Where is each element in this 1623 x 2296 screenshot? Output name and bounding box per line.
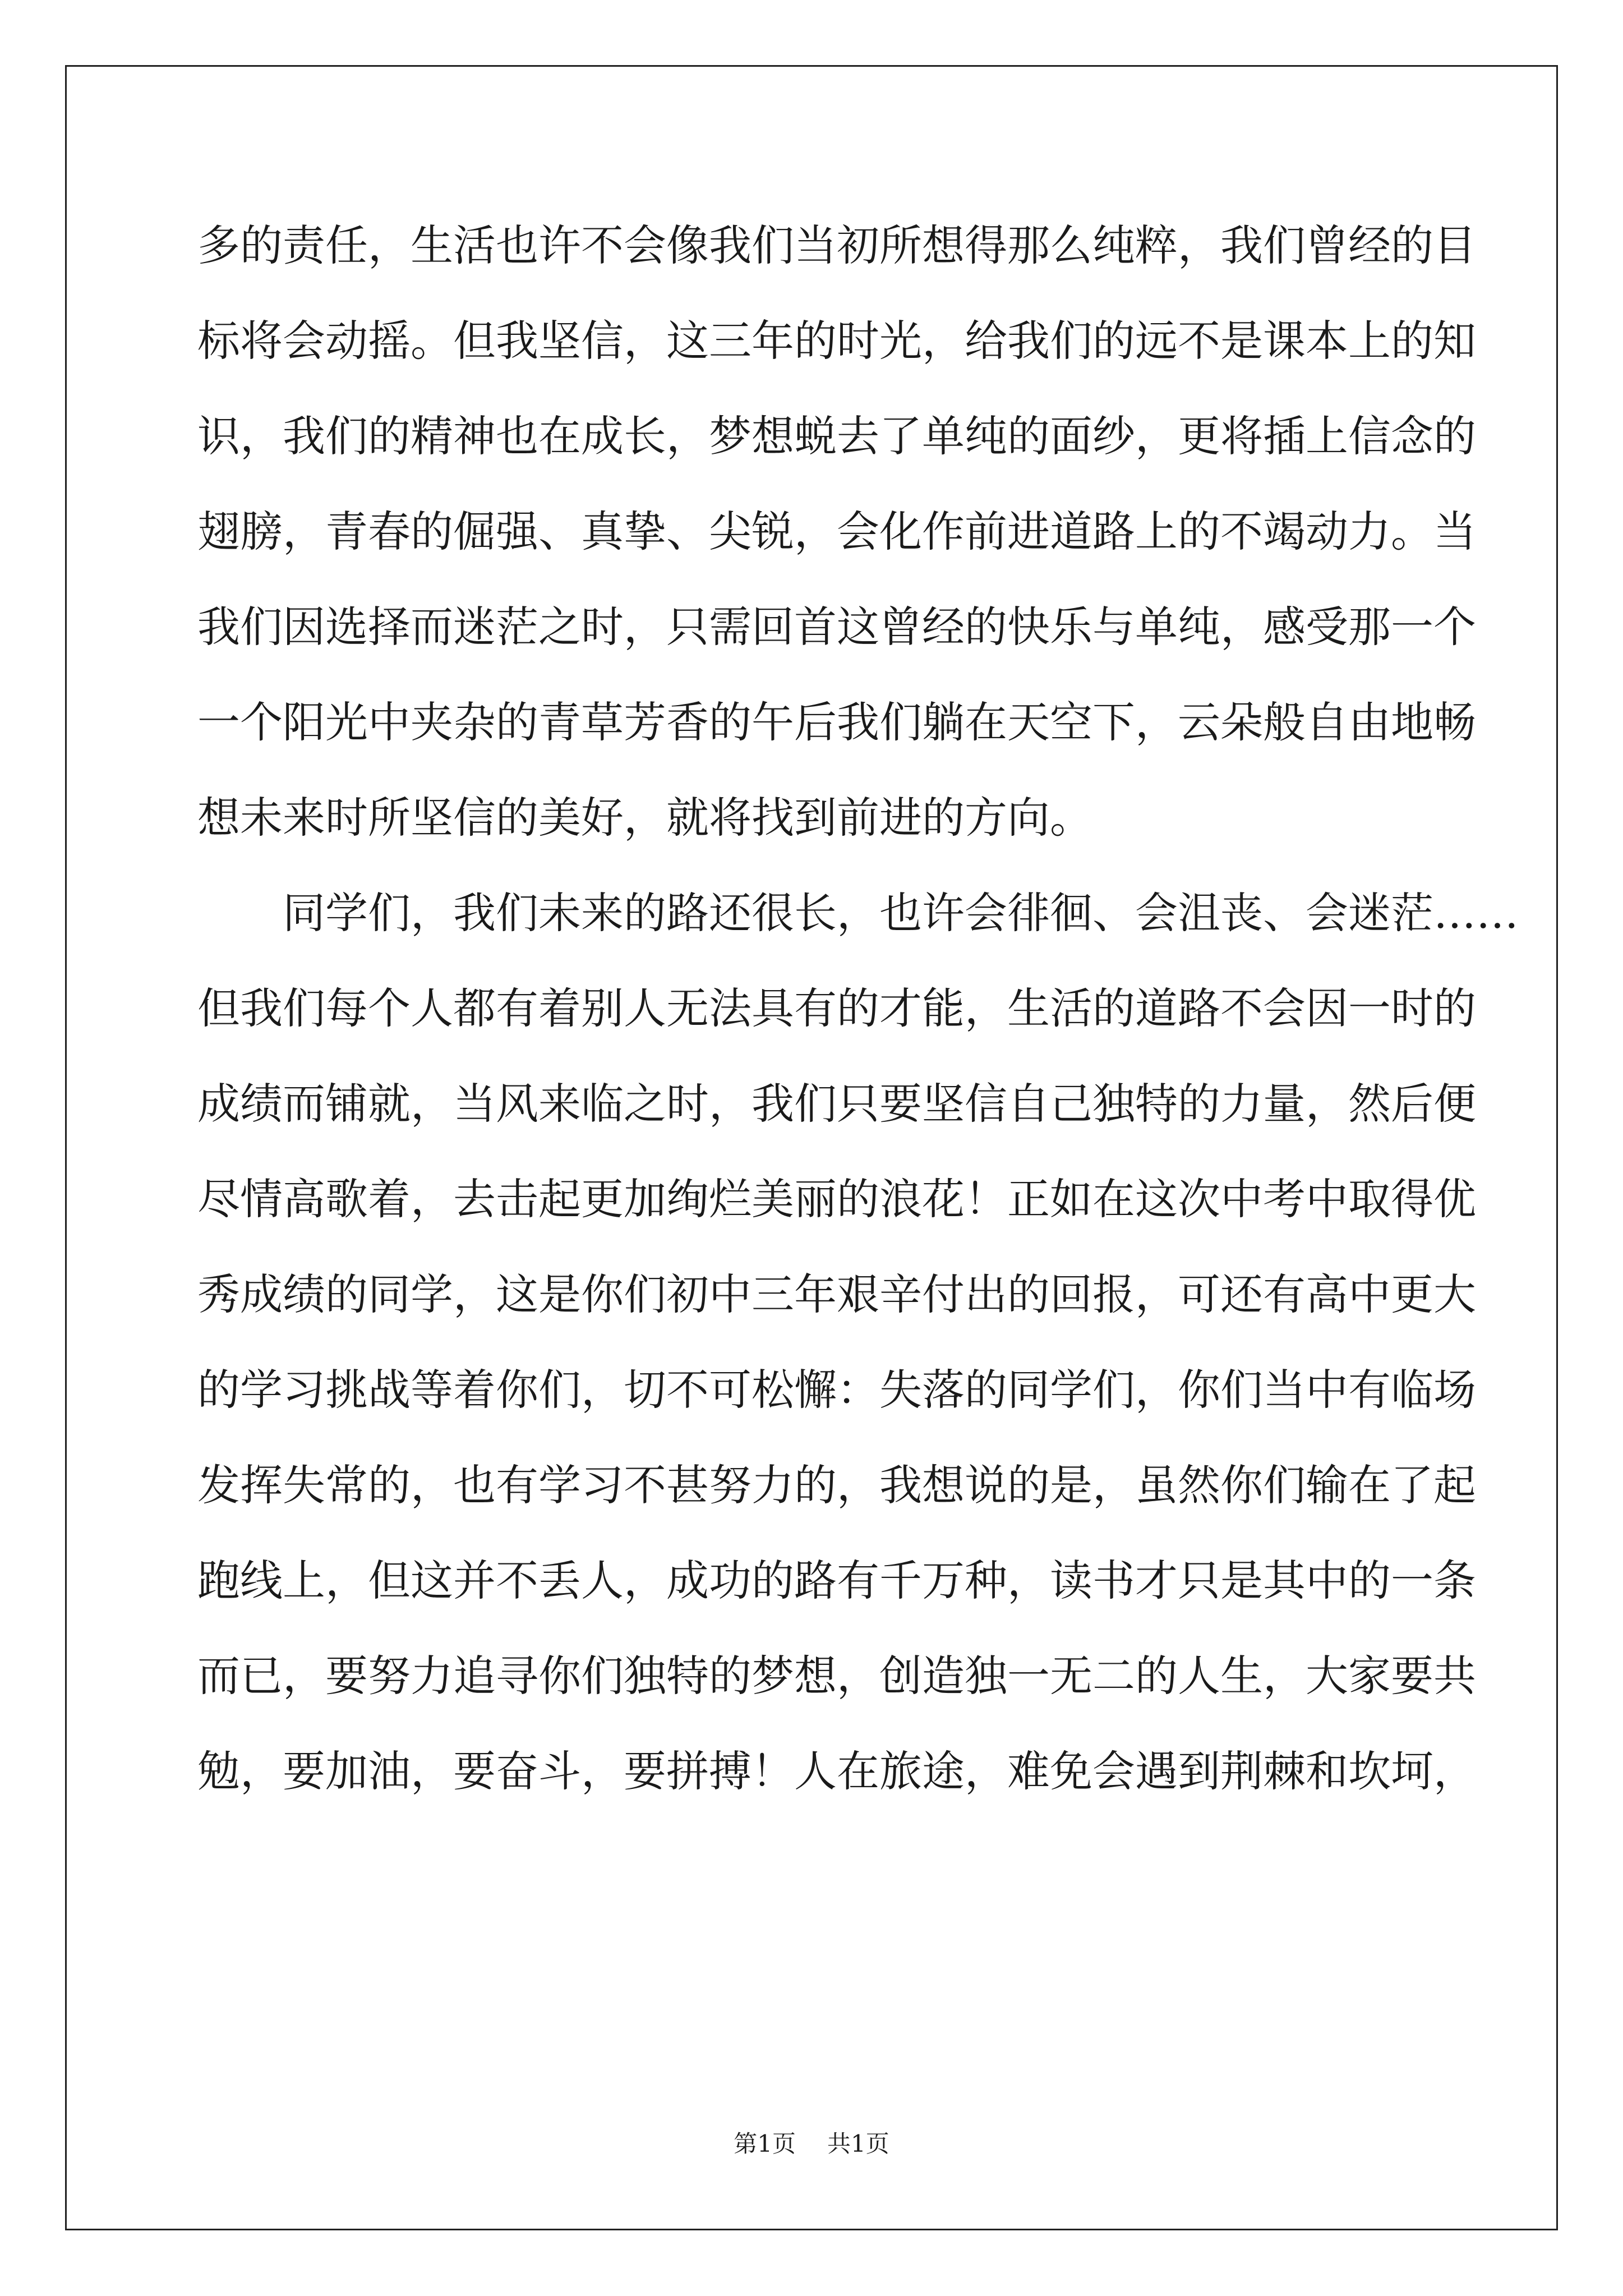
text-line: 翅膀，青春的倔强、真挚、尖锐，会化作前进道路上的不竭动力。当	[197, 507, 1476, 556]
page-number: 第1页	[734, 2130, 796, 2157]
text-line: 多的责任，生活也许不会像我们当初所想得那么纯粹，我们曾经的目	[197, 220, 1476, 270]
text-line: 跑线上，但这并不丢人，成功的路有千万种，读书才只是其中的一条	[197, 1556, 1476, 1605]
text-line: 而已，要努力追寻你们独特的梦想，创造独一无二的人生，大家要共	[197, 1651, 1476, 1701]
page-total: 共1页	[827, 2130, 889, 2157]
paragraph-first-line: 同学们，我们未来的路还很长，也许会徘徊、会沮丧、会迷茫……	[283, 888, 1519, 938]
text-line: 的学习挑战等着你们，切不可松懈：失落的同学们，你们当中有临场	[197, 1365, 1476, 1415]
text-line: 勉，要加油，要奋斗，要拼搏！人在旅途，难免会遇到荆棘和坎坷，	[197, 1746, 1476, 1796]
page-footer	[0, 2127, 1623, 2161]
text-line: 但我们每个人都有着别人无法具有的才能，生活的道路不会因一时的	[197, 983, 1476, 1033]
text-line: 发挥失常的，也有学习不甚努力的，我想说的是，虽然你们输在了起	[197, 1460, 1476, 1510]
text-line: 识，我们的精神也在成长，梦想蜕去了单纯的面纱，更将插上信念的	[197, 411, 1476, 461]
text-line: 想未来时所坚信的美好，就将找到前进的方向。	[197, 793, 1092, 843]
text-line: 我们因选择而迷茫之时，只需回首这曾经的快乐与单纯，感受那一个	[197, 602, 1476, 652]
text-line: 秀成绩的同学，这是你们初中三年艰辛付出的回报，可还有高中更大	[197, 1269, 1476, 1319]
text-line: 尽情高歌着，去击起更加绚烂美丽的浪花！正如在这次中考中取得优	[197, 1174, 1476, 1224]
text-line: 标将会动摇。但我坚信，这三年的时光，给我们的远不是课本上的知	[197, 316, 1476, 366]
text-line: 成绩而铺就，当风来临之时，我们只要坚信自己独特的力量，然后便	[197, 1079, 1476, 1129]
page-border	[65, 65, 1558, 2230]
text-line: 一个阳光中夹杂的青草芳香的午后我们躺在天空下，云朵般自由地畅	[197, 697, 1476, 747]
